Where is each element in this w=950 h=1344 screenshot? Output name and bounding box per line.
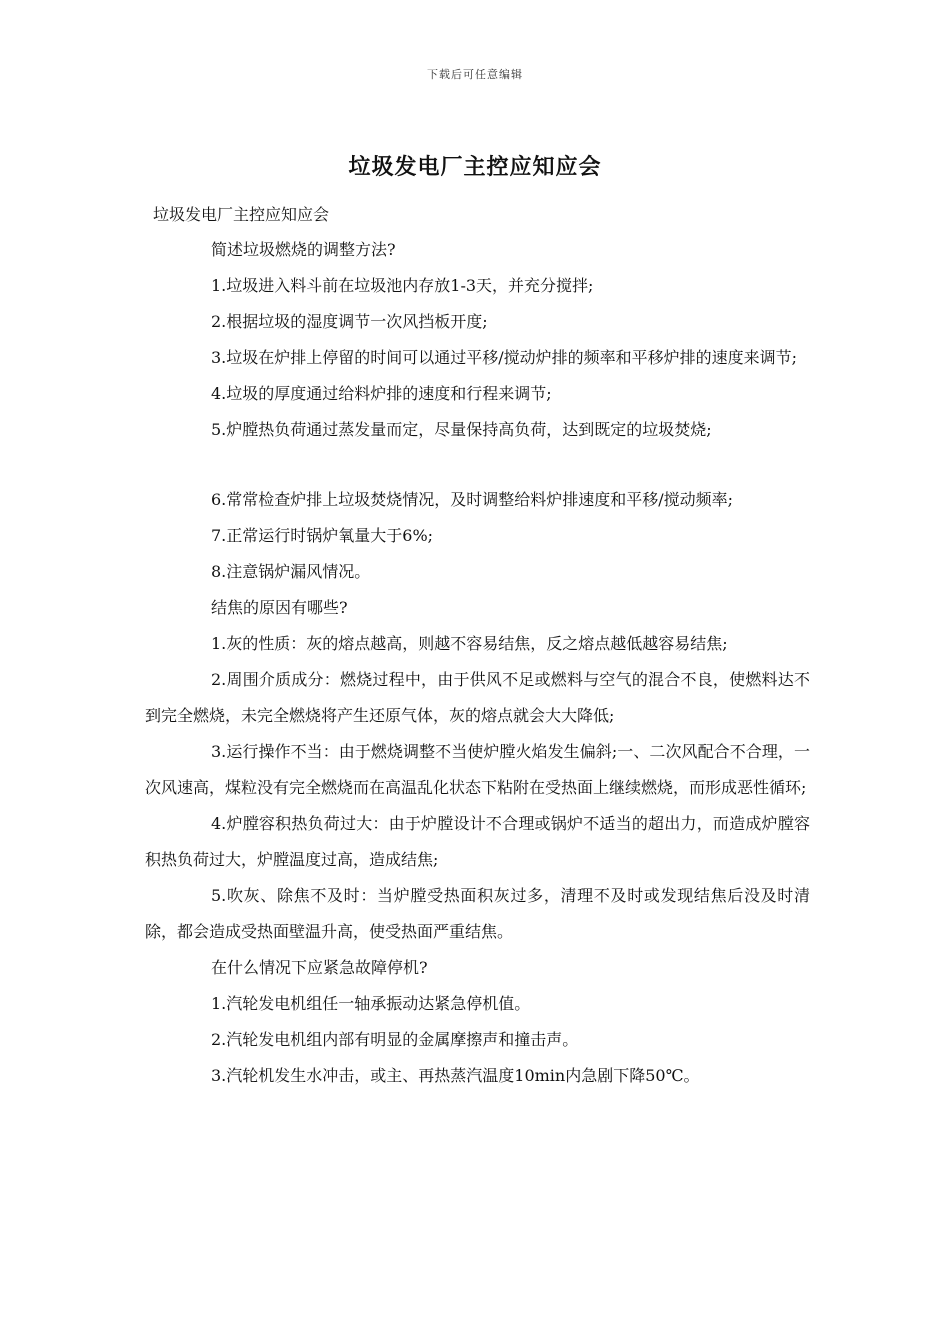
section-heading-emergency-stop: 在什么情况下应紧急故障停机?	[211, 958, 428, 977]
paragraph-slagging-4: 4.炉膛容积热负荷过大：由于炉膛设计不合理或锅炉不适当的超出力，而造成炉膛容积热负荷过大，炉膛温度过高，造成结焦;	[145, 814, 810, 869]
paragraph-slagging-2: 2.周围介质成分：燃烧过程中，由于供风不足或燃料与空气的混合不良，使燃料达不到完全燃烧，未完全燃烧将产生还原气体，灰的熔点就会大大降低;	[145, 670, 810, 725]
paragraph-combustion-5: 5.炉膛热负荷通过蒸发量而定，尽量保持高负荷，达到既定的垃圾焚烧;	[211, 420, 712, 439]
section-heading-slagging: 结焦的原因有哪些?	[211, 598, 348, 617]
document-title: 垃圾发电厂主控应知应会	[348, 154, 602, 180]
paragraph-combustion-1: 1.垃圾进入料斗前在垃圾池内存放1-3天，并充分搅拌;	[211, 276, 594, 295]
paragraph-combustion-8: 8.注意锅炉漏风情况。	[211, 562, 371, 581]
paragraph-combustion-3: 3.垃圾在炉排上停留的时间可以通过平移/搅动炉排的频率和平移炉排的速度来调节;	[211, 348, 798, 367]
document-body	[145, 198, 810, 1094]
paragraph-emergency-1: 1.汽轮发电机组任一轴承振动达紧急停机值。	[211, 994, 531, 1013]
paragraph-combustion-2: 2.根据垃圾的湿度调节一次风挡板开度;	[211, 312, 488, 331]
paragraph-combustion-7: 7.正常运行时锅炉氧量大于6%;	[211, 526, 434, 545]
section-heading-combustion: 简述垃圾燃烧的调整方法?	[211, 240, 396, 259]
header-note: 下载后可任意编辑	[427, 68, 523, 81]
paragraph-emergency-3: 3.汽轮机发生水冲击，或主、再热蒸汽温度10min内急剧下降50℃。	[211, 1066, 700, 1085]
paragraph-combustion-4: 4.垃圾的厚度通过给料炉排的速度和行程来调节;	[211, 384, 552, 403]
paragraph-emergency-2: 2.汽轮发电机组内部有明显的金属摩擦声和撞击声。	[211, 1030, 579, 1049]
paragraph-slagging-1: 1.灰的性质：灰的熔点越高，则越不容易结焦，反之熔点越低越容易结焦;	[211, 634, 728, 653]
paragraph-slagging-5: 5.吹灰、除焦不及时：当炉膛受热面积灰过多，清理不及时或发现结焦后没及时清除，都会造成受热面壁温升高，使受热面严重结焦。	[145, 886, 810, 941]
document-subtitle: 垃圾发电厂主控应知应会	[153, 205, 330, 224]
paragraph-slagging-3: 3.运行操作不当：由于燃烧调整不当使炉膛火焰发生偏斜;一、二次风配合不合理，一次风速高，煤粒没有完全燃烧而在高温乱化状态下粘附在受热面上继续燃烧，而形成恶性循环;	[145, 742, 810, 797]
paragraph-combustion-6: 6.常常检查炉排上垃圾焚烧情况，及时调整给料炉排速度和平移/搅动频率;	[211, 490, 734, 509]
